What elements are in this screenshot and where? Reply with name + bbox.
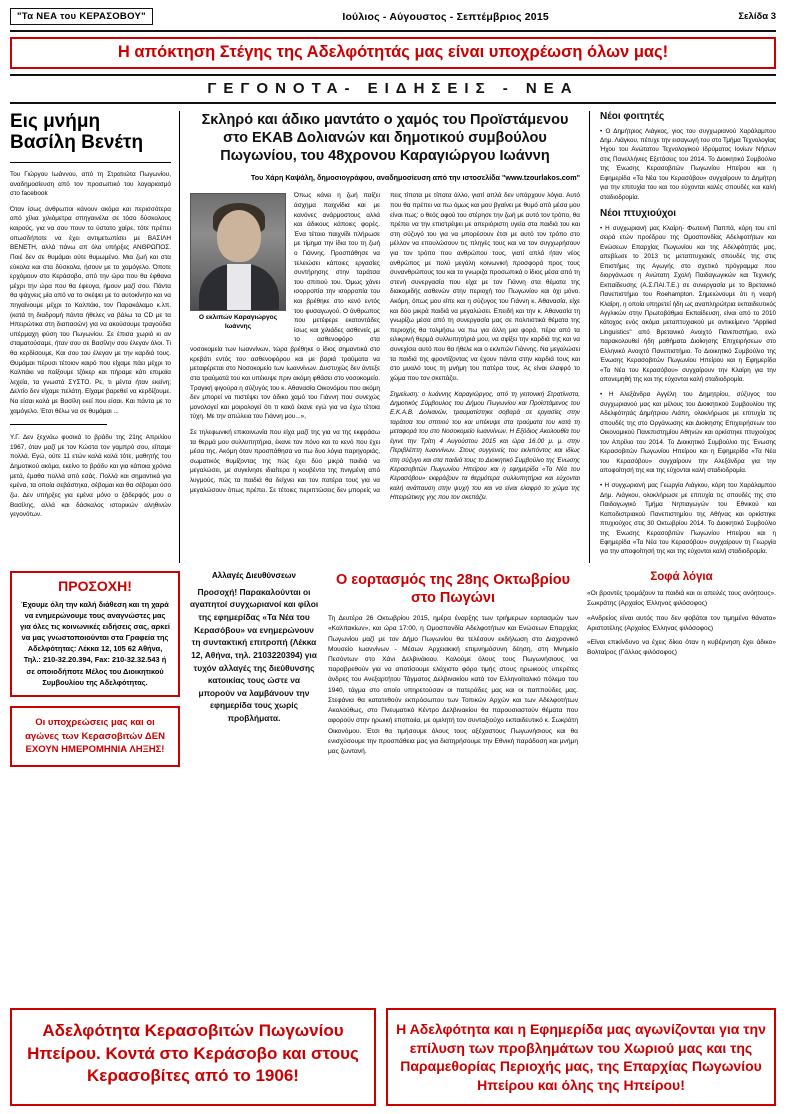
article-postscript: Υ.Γ. Δεν ξεχνάω φυσικά το βράδυ της 21ης Απριλίου 1967, όταν μαζί με τον Κώστα τον γαμπρό σου, είπαμε πολλά. Εγώ, ούτε 11 ετών καλά καλά τότε, μαθητής του Δημοτικού ακόμα, εκείνο το βράδυ και για κάποια χρόνια μετά, έμαθα πολλά από εσάς. Πολλά και σημαντικά για εμένα, τα οποία σεβάστηκα, σέβομαι και θα σέβομαι όσο ζω. Δεν υπήρξες για εμένα μόνο ο ξάδερφός μου ο Βασίλης, αλλά και δάσκαλος ιστορικών αληθινών γεγονότων.: [10, 434, 171, 519]
headline-banner: Η απόκτηση Στέγης της Αδελφότητάς μας είναι υποχρέωση όλων μας!: [10, 37, 776, 69]
news-item: • Η Αλεξάνδρα Αγγέλη του Δημητρίου, σύζυγος του συγχωριανού μας και μέλους του Διοικητικού Συμβουλίου της Αδελφότητάς Δημήτριου Λιάπη, ολοκλήρωσε με επιτυχία τις σπουδές της στο Οργάνωσης και Διοίκησης Επιχειρήσεων του Οικονομικού Πανεπιστημίου Αθηνών και ορκίστηκε πτυχιούχος τον Απρίλιο του 2014. Το Διοικητικό Συμβούλιο της Ένωσης Κερασοβιτών Πωγωνίου Ηπείρου και η Εφημερίδα «Τα Νέα του Κερασόβου» συγχαίρουν την Αλεξάνδρα για την αποφοίτησή της και της εύχονται καλή σταδιοδρομία.: [600, 391, 776, 474]
column-right: [600, 111, 776, 563]
main-columns: [10, 111, 776, 563]
quotes-title: Σοφά λόγια: [650, 570, 713, 583]
bottom-banner-left: Αδελφότητα Κερασοβιτών Πωγωνίου Ηπείρου. Κοντά στο Κεράσοβο και στους Κερασοβίτες από το 1906!: [10, 1008, 376, 1106]
attention-title: ΠΡΟΣΟΧΗ!: [58, 577, 132, 594]
article-byline: Του Γιώργου Ιωάννου, από τη Στρατιώτα Πωγωνίου, αναδημοσίευση από τον προσωπικό του λογαριασμό στο facebook: [10, 171, 171, 198]
attention-block: [10, 571, 180, 767]
article-body: [190, 191, 580, 502]
photo-caption: Ο εκλιπών Καραγιώργος Ιωάννης: [198, 314, 278, 331]
quote-item: «Οι βροντές τρομάζουν τα παιδιά και οι απειλές τους ανόητους». Σωκράτης (Αρχαίος Έλληνος φιλόσοφος): [587, 589, 776, 607]
subsection-title-new-students: Νέοι φοιτητές: [600, 110, 665, 122]
quotes-block: [587, 571, 776, 663]
obligations-box: Οι υποχρεώσεις μας και οι αγώνες των Κερασοβιτών ΔΕΝ ΕΧΟΥΝ ΗΜΕΡΟΜΗΝΙΑ ΛΗΞΗΣ!: [10, 706, 180, 767]
article-byline: Του Χάρη Καψάλη, δημοσιογράφου, αναδημοσίευση από την ιστοσελίδα "www.tzourlakos.com": [250, 172, 580, 182]
article-title-venetis: Εις μνήμη Βασίλη Βενέτη: [10, 110, 144, 153]
news-item: • Η συγχωριανή μας Κλαίρη- Φωτεινή Παππά, κόρη του επί σειρά ετών προέδρου της Ομοσπονδίας Αδελφοτήτων και Ενώσεων Επαρχίας Πωγωνίου και της Αδελφότητάς μας, απεβίωσε το 2013 τις μεταπτυχιακές σπουδές της στις Επιστήμες της Αγωγής στο σχετικό πρόγραμμα που διοργάνωσε η Ανώτατη Σχολή Παιδαγωγικών και Τεχνικής Εκπαίδευσης (Α.Σ.ΠΑΙ.Τ.Ε.) σε συνεργασία με το Βρετανικό Πανεπιστήμιο του Roehampton. Σημειώνουμε ότι η νεαρή Κλαίρη, η οποία υπηρετεί ήδη ως αναπληρώτρια εκπαιδευτικός Αγγλικών στην Πρωτοβάθμια Εκπαίδευση, είναι από το 2010 κάτοχος ενός ακόμα μεταπτυχιακού με αντικείμενο "Applied Linguistics" από Βρετανικό Ανοιχτό Πανεπιστήμιο, ενώ παρακολουθεί ήδη μαθήματα Διοίκησης Επιχειρήσεων στο Ελληνικό Ανοιχτό Πανεπιστήμιο. Το Διοικητικό Συμβούλιο της Ένωσης Κερασοβιτών Πωγωνίου Ηπείρου και η Εφημερίδα «Τα Νέα του Κερασόβου» συγχαίρουν την Κλαίρη για την απονεμηθή της και της εύχονται καλή σταδιοδρομία.: [600, 225, 776, 383]
issue-date: Ιούλιος - Αύγουστος - Σεπτέμβριος 2015: [342, 10, 549, 23]
news-item: • Ο Δημήτριος Λιάγκος, γιος του συγχωριανού Χαράλαμπου Δημ. Λιάγκου, πέτυχε την εισαγωγή του στο Τμήμα Τεχνολογίας Ήχου του Ανώτατου Τεχνολογικού Ιδρύματος Ιονίων Νήσων στις Πανελλήνιες Εξετάσεις του 2014. Το Διοικητικό Συμβούλιο της Ένωσης Κερασοβιτών Πωγωνίου Ηπείρου και η Εφημερίδα «Τα Νέα του Κερασόβου» συγχαίρουν το Δημήτρη για την επιτυχία του και του εύχονται καλές σπουδές και καλή σταδιοδρομία.: [600, 127, 776, 201]
address-change-title: Αλλαγές Διευθύνσεων: [212, 570, 296, 580]
page-number: Σελίδα 3: [738, 11, 776, 22]
bottom-banner-right: Η Αδελφότητα και η Εφημερίδα μας αγωνίζονται για την επίλυση των προβλημάτων του Χωριού μας και της Παραμεθορίας Περιοχής μας, της Επαρχίας Πωγωνίου Ηπείρου και όλης της Ηπείρου!: [386, 1008, 776, 1106]
newspaper-logo: "Τα ΝΕΑ του ΚΕΡΑΣΟΒΟΥ": [10, 8, 153, 25]
news-item: • Η συγχωριανή μας Γεωργία Λιάγκου, κόρη του Χαράλαμπου Δημ. Λιάγκου, ολοκλήρωσε με επιτυχία τις σπουδές της στο Παιδαγωγικό Τμήμα Νηπιαγωγών του Εθνικού και Καποδιστριακού Πανεπιστημίου της Αθήνας και ορκίστηκε πτυχιούχος στις 30 Οκτωβρίου 2014. Το Διοικητικό Συμβούλιο της Ένωσης Κερασοβιτών Πωγωνίου Ηπείρου και η Εφημερίδα «Τα Νέα του Κερασόβου» συγχαίρουν τη Γεωργία για την αποφοίτησή της και της εύχονται καλή σταδιοδρομία.: [600, 482, 776, 556]
attention-box: [10, 571, 180, 697]
editor-note: Σημείωση: ο Ιωάννης Καραγιώργος, από τη γειτονική Στρατίνιστα, Δημοτικός Σύμβουλος του Δήμου Πωγωνίου και Προϊστάμενος του Ε.Κ.Α.Β. Δολιανών, τραυματίστηκε σοβαρά σε εργασίες στην ταράτσα του σπιτιού του και υπέκυψε στα τραύματα του κατά τη μεταφορά του στο Νοσοκομείο Ιωαννίνων. Η Εξόδιος Ακολουθία του έγινε την Τρίτη 4 Αυγούστου 2015 και ώρα 16.00 μ. μ. στην Περιβλέπτη Ιωαννίνων. Στους συγγενείς του εκλιπόντος και ιδίως στη σύζυγο και στα παιδιά τους το Διοικητικό Συμβούλιο της Ένωσης Κερασοβιτών Πωγωνίου Ηπείρου και η εφημερίδα «Τα Νέα του Κερασόβου» εκφράζουν τα θερμότερα συλλυπητήρια και εύχονται καλή ανάπαυση στην ψυχή του και να είναι ελαφρό το χώμα της Ηπειρώτικης γης που τον σκεπάζει.: [390, 390, 580, 502]
bottom-banners: [10, 1008, 776, 1106]
event-body: Τη Δευτέρα 26 Οκτωβρίου 2015, ημέρα έναρξης των τριήμερων εορτασμών των «Καλπακίων», και ώρα 17:00, η Ομοσπονδία Αδελφοτήτων και Ενώσεων Επαρχίας Πωγωνίου μαζί με τον Δήμο Πωγωνίου θα τελέσουν εκδήλωση στο Διαχρονικό Μουσείο Ιωαννίνων - Μέσων Αρχειακική επιμνημόσυνη δέηση, στη Μνημείο Πεσόντων στο Χάνι Δελβινάκιου. Καλούμε όλους τους Πωγωνήσιους να παραβρεθούν για να αποτίσουμε ελάχιστο φόρο τιμής στους ηρωικούς υπερέτες άνδρες του Ανεξαρτήτου Τάγματος Δελβινακίου κατά τον Ελληνοϊταλικό πόλεμο του 1940, τάγμα στο οποίο υπηρετούσαν οι πατεράδες μας και οι παππούδες μας. Στεφάνια θα κατατεθούν εκπρόσωπου των Τοπικών Αρχών και των Αδελφοτήτων Ακολούθως, στο Πνευματικό Κέντρο Δελβινακίου θα παρουσιαστούν θέματα που αφορούν στην ηρωική εποποιία, με ομιλητή τον συνταξιούχο εκπαιδευτικό κ. Σωκράτη Οικονόμου. Έτσι θα τιμήσουμε όλους τους αξέχαστους Πωγωνήσιους και θα ενισχύσουμε την προσπάθεια μας για διατηρήσουμε την Εθνική παράδοση και μνήμη μας ζωντανή.: [328, 615, 578, 755]
attention-body: Έχουμε όλη την καλή διάθεση και τη χαρά να ενημερώνουμε τους αναγνώστες μας για όλες τις κοινωνικές ειδήσεις σας, αρκεί να μας γνωστοποιούνται στα Γραφεία της Αδελφότητας: Λέκκα 12, 105 62 Αθήνα, Τηλ.: 210-32.20.394, Fax: 210-32.32.543 ή σε οποιοδήποτε Μέλος του Διοικητικού Συμβουλίου της Αδελφότητας.: [20, 599, 170, 687]
column-middle: [190, 111, 590, 563]
masthead: [10, 6, 776, 32]
portrait-photo: [190, 193, 286, 311]
article-title-karagiorgos: Σκληρό και άδικο μαντάτο ο χαμός του Προϊστάμενου στο ΕΚΑΒ Δολιανών και δημοτικού συμβούλου Πωγωνίου, του 48χρονου Καραγιώργου Ιωάννη: [201, 111, 569, 164]
photo-figure: [190, 193, 286, 332]
address-change-body: Προσοχή! Παρακαλούνται οι αγαπητοί συγχωριανοί και φίλοι της εφημερίδας «Τα Νέα του Κερασόβου» να ενημερώνουν τη συντακτική επιτροπή (Λέκκα 12, Αθήνα, τηλ. 2103220394) για τυχόν αλλαγές της διεύθυνσης κατοικίας τους ώστε να μπορούν να λαμβάνουν την εφημερίδα τους χωρίς προβλήματα.: [189, 586, 319, 723]
divider: [10, 424, 107, 425]
quote-item: «Ανδρείος είναι αυτός που δεν φοβάται τον τιμημένο θάνατο» Αριστοτέλης (Αρχαίος Έλληνας φιλόσοφος): [587, 614, 776, 632]
quote-item: «Είναι επικίνδυνο να έχεις δίκιο όταν η κυβέρνηση έχει άδικο» Βολταίρος (Γάλλος φιλόσοφος): [587, 639, 776, 657]
lower-blocks: [10, 571, 776, 767]
article-paragraph: Όπως κάνει η ζωή παίζει άσχημα παιχνίδια και με κανόνες ανάρμοστους αλλά και άδικους κάποιες φορές. Ένα τέτοιο παιχνίδι πλήρωσε με τίμημα την ίδια του τη ζωή ο Γιάννης. Προσπάθησε να τελειώσει κάποιες εργασίες συντήρησης στην ταράτσα του σπιτιού του. Όμως χάνει ισορροπία την ισορροπία του και βρέθηκε στο κενό εντός του φυσαγωγού. Ο άνθρωπος που μετέφερε εκατοντάδες ίσως και χιλιάδες ασθενείς με το ασθενοφόρο στα νοσοκομεία των Ιωαννίνων, τώρα βρέθηκε ο ίδιος σημαντικά στο κρεβάτι εντός του ασθενοφόρου και με βαριά τραύματα να μεταφέρεται στο Νοσοκομείο των Ιωαννίνων. Δυστυχώς δεν άντεξε στα τραύματά του και υπέκυψε πριν ακόμη φθάσει στο νοσοκομείο. Τραγική φιγούρα η σύζυγός του κ. Αθανασία Οικονόμου που ακόμη δεν μπορεί να πιστέψει τον άδικο χαμό του Γιάννη που συνεχώς μονολογεί και μοιρολογεί ότι τι κακό έκανε εγώ για να έχω τέτοια τύχη. Με την απώλεια του Γιάννη μου...»,: [190, 192, 380, 421]
article-paragraph: Σε τηλεφωνική επικοινωνία που είχα μαζί της για να της εκφράσω τα θερμά μου συλλυπητήρια, έκανε τον πόνο και το κενό που έχει μέσα της. Ακόμη όταν προσπάθησα να πω δυο λόγια παρηγοριάς, σωματικός θυμίζοντας της πώς έχει δύο μικρά παιδιά να μεγαλώσει, με συγκίνησε ιδιαίτερα η κουβέντα της πνιγμένη από λυγμούς, πώς τα παιδιά θα δείχνει και τον πατέρα τους για να μεγαλώσουν όπως πρέπει. Σε τέτοιες περιπτώσεις δεν μπορείς να πεις τίποτα με τίποτα άλλο, γιατί απλά δεν υπάρχουν λόγια. Αυτό που θα πρέπει να πω όμως και μου βγαίνει με θυμό από μέσα μου είναι πως: ο θεός αφού του στέρησε την ζωή με αυτό τον τρόπο, θα πρέπει να την επιστρέψει με απεριόριστη υγεία στα παιδιά του και στη σύζυγό του για να μπορέσουν έτσι με αυτό τον τρόπο στο μέλλον να επουλώσουν τις πληγές τους και να τον συγχωρήσουν για τον τρόπο που ανθρώπου τους, γιατί απλά ήταν νέος ανθρώπος με πολύ μεγάλη κοινωνική προσφορά προς τους συνανθρώπους του και το γνωριζα προσωπικά ο ίδιος μέσα από τη στενή συνεργασία που είχα με τον Γιάννη στα θέματα της διακομιδής ασθενών στην περιοχή του Πωγωνίου και όχι μόνο. Ακόμη, όπως μου είπε και η σύζυγος του Γιάννη κ. Αθανασία, είχε και δύο μικρά παιδιά να μεγαλώσει. Επειδή και την κ. Αθανασία τη γνωρίζω μέσα από τη συνεργασία μας σε πολιτιστικά θέματα της περιοχής θα τολμήσω να πω για άλλη μια φορά, πέρα από τα ειλικρινή θερμά συλλυπητήριά μου, να σφίξει την καρδιά της και να συνεχίσει αυτό που θα ήθελε και ο εκλιπών Γιάννης. Να μεγαλώσει τα παιδιά της φροντίζοντας να έχουν πάντα στην καρδιά τους και στο μυαλό τους τη μνήμη του πατέρα τους. Ας είναι ελαφρό το χώμα που τον σκεπάζει.: [190, 192, 580, 494]
divider: [10, 162, 171, 163]
subsection-title-new-graduates: Νέοι πτυχιούχοι: [600, 208, 677, 219]
column-left: [10, 111, 180, 563]
section-bar: ΓΕΓΟΝΟΤΑ- ΕΙΔΗΣΕΙΣ - ΝΕΑ: [10, 74, 776, 104]
article-paragraph: Όταν ίσως άνθρωποι κάνουν ακόμα και περισσότερα από χίλια χιλιόμετρα σπηγαινέλα σε τόσο δύσκολους καιρούς, για να σου πουν το ύστατο χαίρε, τότε πρέπει οπωσδήποτε να έχει αντιμετωπίσει με ΒΑΣΙΛΗ ΒΕΝΕΤΗ, αλλά πάνω απ όλα υπήρξες ΑΝΘΡΩΠΟΣ. Ποιέ δεν σε θυμάμαι ούτε θυμωμένο. Μια ζωή και στα εύκολα και στα δύσκολα, ήσουν με το χαμόγελο. Όποτε ερχόμουν στο Κεράσοβο, από την ώρα που θα έφθανα μέχρι την ώρα που θα έφευγα, ήμουν μαζί σου. Πάντα θα ψάχνεις μία από να το σκέψει με το αυτοκίνητο και να πηγαίνουμε μέχρι το Καλπάκι, τον Παρακάλαμο κ.λπ. (κατά τη διαδρομή πάντα ήθελες να βάλω τα CD με τα Ηπειρώτικα στη διαπασών) για να ακούσουμε τραγούδια υπέρμαχη φύση του Πωγωνίου. Σε έπισα χωριό κι αν σταματούσαμε, ήταν σου σε Βασίλην σου έλεγαν όλοι. Τι θα κερδίσουμε, Και σου του έλεγαν με την καρδιά τους. Θυμάμαι πέρυσι τέτοιον καιρό που είχαμε πάει μέχρι το Καλπάκι να παίξουμε τζόκερ και πήραμε κάτι επιμαϊα λεχεία, τα γνωστά ΣΥΣΤΟ. Ρε, τι μέντα ήταν εκείνη; Δελτίο δεν είχαμε πελάτη. Είχαμε βαρεθεί να κερδίζουμε. Να είσαι καλά με Βασίλη εκεί που είσαι. Και πάντα με το χαμόγελο. Έτσι θέλω να σε θυμάμαι ...: [10, 205, 171, 415]
event-block: [328, 571, 578, 757]
address-change-block: [189, 571, 319, 725]
event-title: Ο εορτασμός της 28ης Οκτωβρίου στο Πωγώνι: [335, 571, 571, 606]
